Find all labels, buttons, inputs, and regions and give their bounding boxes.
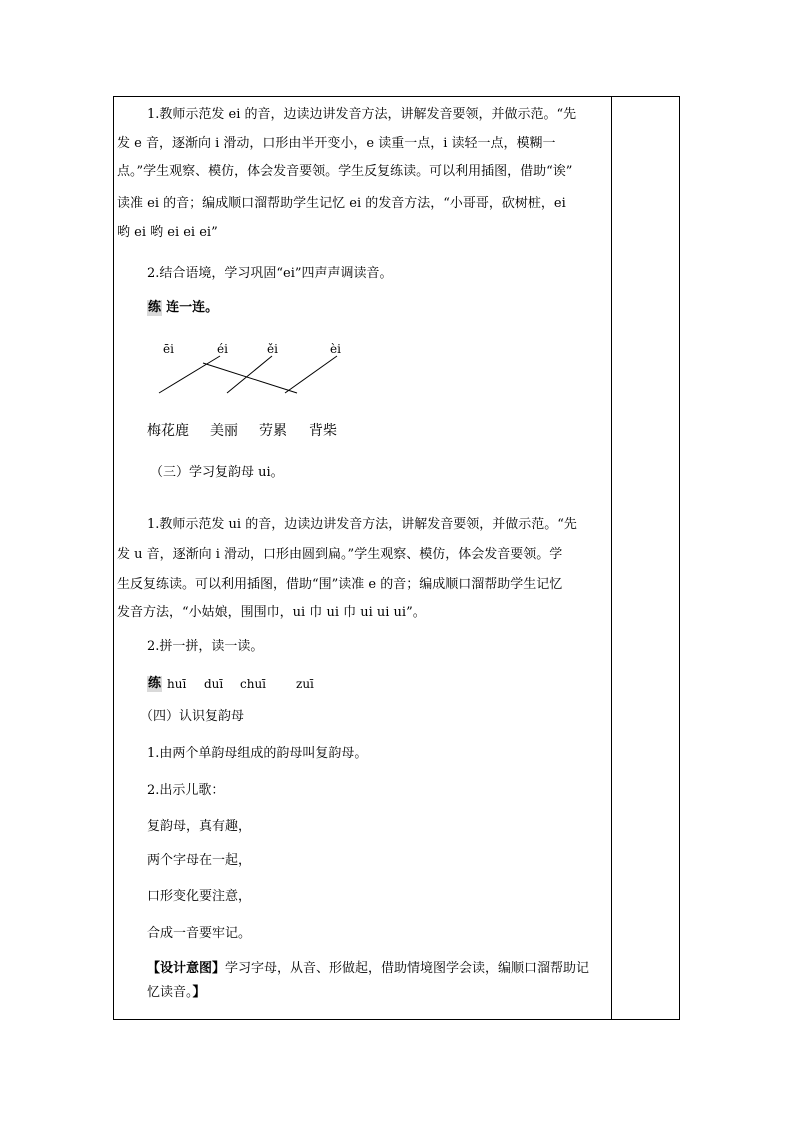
table-column-divider bbox=[611, 96, 612, 1020]
paragraph-line: 读准 ei 的音；编成顺口溜帮助学生记忆 ei 的发音方法，“小哥哥，砍树桩，ei bbox=[117, 196, 566, 211]
word-1: 梅花鹿 bbox=[147, 423, 189, 439]
word-4: 背柴 bbox=[309, 423, 337, 439]
exercise-title: 连一连。 bbox=[166, 300, 219, 315]
section-heading: （四）认识复韵母 bbox=[140, 709, 245, 724]
exercise-line bbox=[147, 676, 162, 692]
match-line bbox=[159, 356, 220, 393]
design-text: 学习字母，从音、形做起，借助情境图学会读，编顺口溜帮助记忆读音。 bbox=[147, 961, 590, 1000]
syllable-3: chuī bbox=[240, 677, 267, 691]
design-intent bbox=[147, 957, 602, 1005]
match-line bbox=[203, 363, 297, 393]
paragraph-line: 发 u 音，逐渐向 i 滑动，口形由圆到扁。”学生观察、模仿，体会发音要领。学 bbox=[117, 547, 563, 562]
paragraph-line: 1.教师示范发 ei 的音，边读边讲发音方法，讲解发音要领，并做示范。“先 bbox=[147, 107, 577, 122]
item-2: 2.拼一拼，读一读。 bbox=[147, 639, 264, 654]
design-close: 】 bbox=[192, 985, 206, 1000]
exercise-tag: 练 bbox=[148, 676, 162, 691]
paragraph-line: 哟 ei 哟 ei ei ei” bbox=[117, 225, 218, 240]
syllable-1: huī bbox=[167, 677, 187, 691]
paragraph-line: 发 e 音，逐渐向 i 滑动，口形由半开变小，e 读重一点，i 读轻一点，模糊一 bbox=[117, 136, 556, 151]
match-line bbox=[285, 356, 337, 393]
section-heading: （三）学习复韵母 ui。 bbox=[150, 465, 284, 480]
paragraph-line: 点。”学生观察、模仿，体会发音要领。学生反复练读。可以利用插图，借助“诶” bbox=[117, 164, 573, 179]
exercise-tag: 练 bbox=[148, 300, 162, 315]
rhyme-line: 两个字母在一起， bbox=[147, 853, 252, 868]
tone-1: ēi bbox=[163, 342, 174, 356]
item-2: 2.出示儿歌： bbox=[147, 783, 225, 798]
syllable-4: zuī bbox=[296, 677, 314, 691]
design-label: 【设计意图】 bbox=[147, 961, 226, 976]
match-line bbox=[227, 356, 272, 393]
item-1: 1.由两个单韵母组成的韵母叫复韵母。 bbox=[147, 746, 368, 761]
exercise-line bbox=[147, 300, 218, 316]
syllable-2: duī bbox=[204, 677, 224, 691]
paragraph-line: 发音方法，“小姑娘，围围巾，ui 巾 ui 巾 ui ui ui”。 bbox=[117, 605, 426, 620]
word-2: 美丽 bbox=[210, 423, 238, 439]
tone-4: èi bbox=[330, 342, 341, 356]
paragraph-line: 1.教师示范发 ui 的音，边读边讲发音方法，讲解发音要领，并做示范。“先 bbox=[147, 517, 577, 532]
tone-3: ěi bbox=[267, 342, 278, 356]
matching-lines bbox=[140, 338, 360, 400]
tone-2: éi bbox=[217, 342, 228, 356]
rhyme-line: 口形变化要注意， bbox=[147, 889, 252, 904]
item-2: 2.结合语境，学习巩固“ei”四声声调读音。 bbox=[147, 266, 393, 281]
paragraph-line: 生反复练读。可以利用插图，借助“围”读准 e 的音；编成顺口溜帮助学生记忆 bbox=[117, 577, 563, 592]
word-3: 劳累 bbox=[259, 423, 287, 439]
rhyme-line: 复韵母，真有趣， bbox=[147, 819, 252, 834]
rhyme-line: 合成一音要牢记。 bbox=[147, 926, 252, 941]
